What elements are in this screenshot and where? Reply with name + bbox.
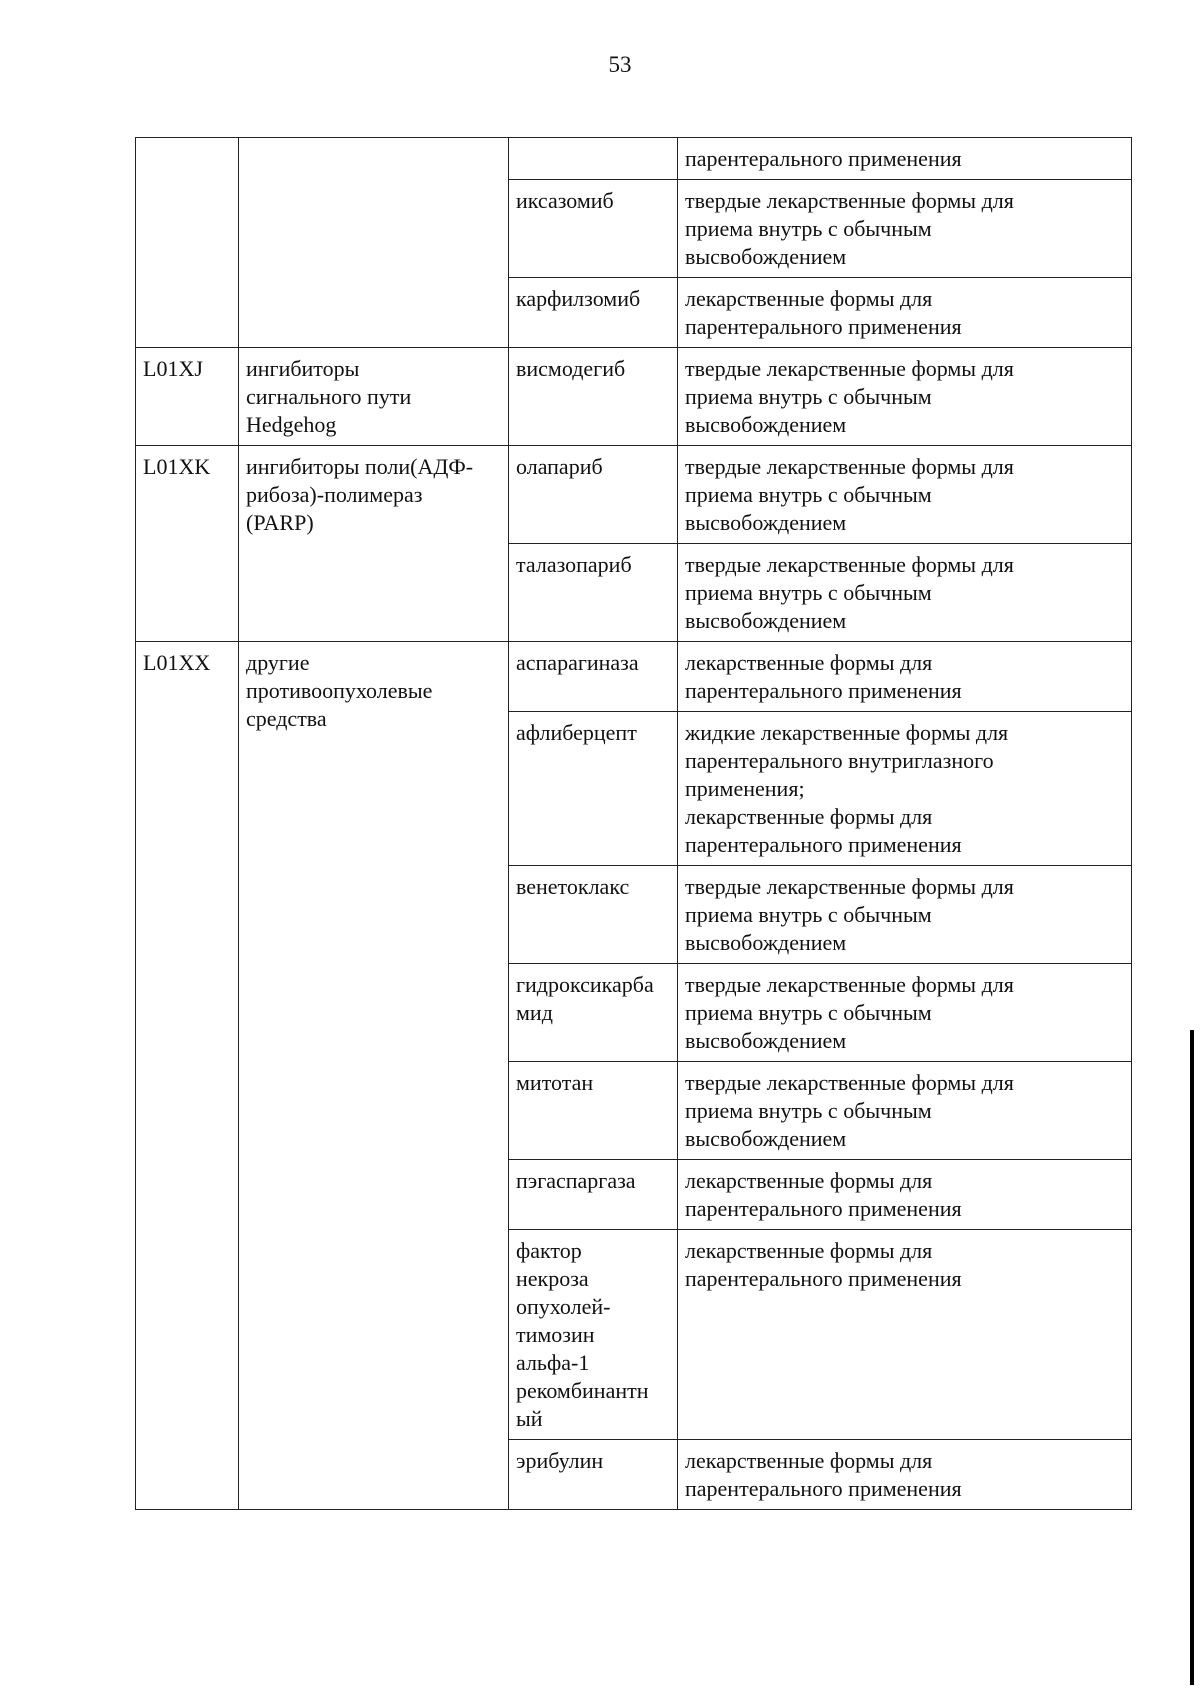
dosage-form-cell: жидкие лекарственные формы для парентерального внутриглазного применения; лекарственные формы для парентерального применения: [678, 712, 1132, 866]
drug-name-cell: олапариб: [509, 446, 678, 544]
dosage-form-cell: лекарственные формы для парентерального применения: [678, 1440, 1132, 1510]
drug-name-cell: [509, 138, 678, 180]
dosage-form-cell: лекарственные формы для парентерального применения: [678, 642, 1132, 712]
dosage-form-cell: лекарственные формы для парентерального применения: [678, 278, 1132, 348]
drug-table: [135, 137, 1132, 1510]
dosage-form-cell: твердые лекарственные формы для приема внутрь с обычным высвобождением: [678, 964, 1132, 1062]
group-name-cell: ингибиторы сигнального пути Hedgehog: [239, 348, 509, 446]
drug-name-cell: гидроксикарба мид: [509, 964, 678, 1062]
dosage-form-cell: твердые лекарственные формы для приема внутрь с обычным высвобождением: [678, 348, 1132, 446]
dosage-form-cell: твердые лекарственные формы для приема внутрь с обычным высвобождением: [678, 180, 1132, 278]
dosage-form-cell: твердые лекарственные формы для приема внутрь с обычным высвобождением: [678, 544, 1132, 642]
drug-name-cell: венетоклакс: [509, 866, 678, 964]
atc-code-cell: L01XK: [136, 446, 239, 642]
atc-code-cell: L01XX: [136, 642, 239, 1510]
dosage-form-cell: парентерального применения: [678, 138, 1132, 180]
table-row: [136, 642, 1132, 712]
drug-name-cell: висмодегиб: [509, 348, 678, 446]
code-cell-empty: [136, 138, 239, 348]
drug-name-cell: митотан: [509, 1062, 678, 1160]
dosage-form-cell: твердые лекарственные формы для приема внутрь с обычным высвобождением: [678, 446, 1132, 544]
dosage-form-cell: твердые лекарственные формы для приема внутрь с обычным высвобождением: [678, 1062, 1132, 1160]
group-name-cell: другие противоопухолевые средства: [239, 642, 509, 1510]
dosage-form-cell: твердые лекарственные формы для приема внутрь с обычным высвобождением: [678, 866, 1132, 964]
drug-name-cell: карфилзомиб: [509, 278, 678, 348]
drug-name-cell: аспарагиназа: [509, 642, 678, 712]
scan-edge-mark: [1190, 1030, 1194, 1685]
table-row: [136, 348, 1132, 446]
table-row: [136, 138, 1132, 180]
drug-name-cell: афлиберцепт: [509, 712, 678, 866]
atc-code-cell: L01XJ: [136, 348, 239, 446]
table-row: [136, 446, 1132, 544]
group-name-cell: ингибиторы поли(АДФ- рибоза)-полимераз (PARP): [239, 446, 509, 642]
drug-name-cell: пэгаспаргаза: [509, 1160, 678, 1230]
dosage-form-cell: лекарственные формы для парентерального применения: [678, 1230, 1132, 1440]
drug-name-cell: талазопариб: [509, 544, 678, 642]
drug-name-cell: фактор некроза опухолей- тимозин альфа-1 рекомбинантн ый: [509, 1230, 678, 1440]
group-cell-empty: [239, 138, 509, 348]
page-number: 53: [608, 52, 632, 77]
drug-name-cell: иксазомиб: [509, 180, 678, 278]
dosage-form-cell: лекарственные формы для парентерального применения: [678, 1160, 1132, 1230]
drug-name-cell: эрибулин: [509, 1440, 678, 1510]
